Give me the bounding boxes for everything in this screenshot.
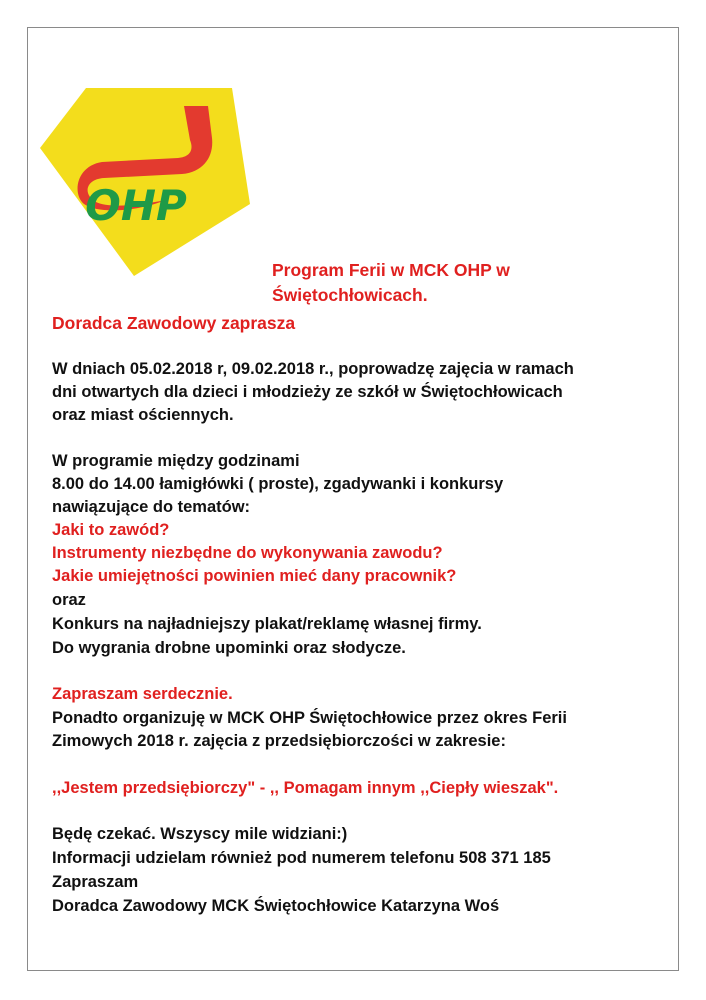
ohp-logo [38, 86, 250, 276]
extra-line-2: Zimowych 2018 r. zajęcia z przedsiębiorczości w zakresie: [52, 732, 506, 750]
program-line-1: W programie między godzinami [52, 452, 300, 470]
closing-line-1: Będę czekać. Wszyscy mile widziani:) [52, 825, 348, 843]
intro-line-1: W dniach 05.02.2018 r, 09.02.2018 r., poprowadzę zajęcia w ramach [52, 360, 574, 378]
intro-line-3: oraz miast ościennych. [52, 406, 234, 424]
page-title [272, 258, 510, 308]
extra-line-1: Ponadto organizuję w MCK OHP Świętochłowice przez okres Ferii [52, 709, 567, 727]
logo-text: OHP [85, 181, 187, 230]
after-line-1: oraz [52, 591, 86, 609]
closing-line-2: Informacji udzielam również pod numerem telefonu 508 371 185 [52, 849, 551, 867]
question-1: Jaki to zawód? [52, 521, 170, 539]
question-3: Jakie umiejętności powinien mieć dany pracownik? [52, 567, 457, 585]
topics-line: ,,Jestem przedsiębiorczy" - ,, Pomagam innym ,,Ciepły wieszak". [52, 779, 559, 797]
program-line-2: 8.00 do 14.00 łamigłówki ( proste), zgadywanki i konkursy [52, 475, 504, 493]
closing-line-3: Zapraszam [52, 873, 139, 891]
signature-line: Doradca Zawodowy MCK Świętochłowice Katarzyna Woś [52, 897, 500, 915]
after-line-3: Do wygrania drobne upominki oraz słodycze. [52, 639, 406, 657]
question-2: Instrumenty niezbędne do wykonywania zawodu? [52, 544, 443, 562]
subtitle: Doradca Zawodowy zaprasza [52, 313, 296, 333]
invite-line: Zapraszam serdecznie. [52, 685, 233, 703]
title-line-2: Świętochłowicach. [272, 285, 428, 305]
title-line-1: Program Ferii w MCK OHP w [272, 260, 510, 280]
intro-line-2: dni otwartych dla dzieci i młodzieży ze szkół w Świętochłowicach [52, 383, 563, 401]
program-line-3: nawiązujące do tematów: [52, 498, 251, 516]
after-line-2: Konkurs na najładniejszy plakat/reklamę własnej firmy. [52, 615, 482, 633]
